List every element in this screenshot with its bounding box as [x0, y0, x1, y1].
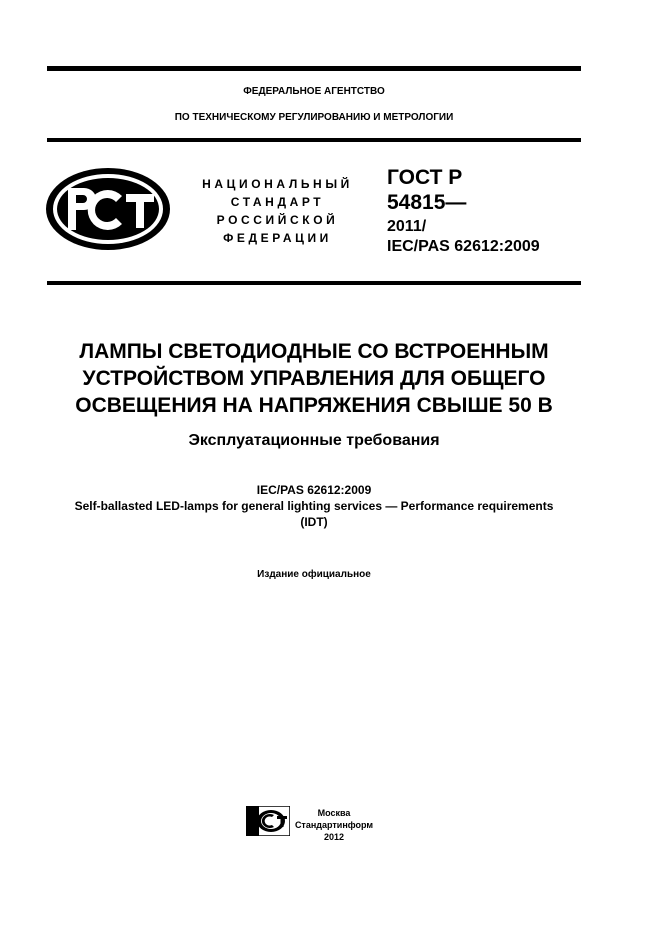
top-rule: [47, 66, 581, 71]
iec-equivalence: (IDT): [300, 515, 328, 529]
bottom-rule: [47, 281, 581, 285]
publication-year: 2012: [323, 832, 345, 842]
document-title-line2: УСТРОЙСТВОМ УПРАВЛЕНИЯ ДЛЯ ОБЩЕГО: [82, 367, 546, 390]
agency-name-line1: ФЕДЕРАЛЬНОЕ АГЕНТСТВО: [243, 86, 385, 97]
national-standard-line3: РОССИЙСКОЙ: [216, 213, 339, 227]
rst-emblem-icon: [44, 166, 172, 252]
standartinform-logo-icon: [246, 806, 290, 836]
designation-line3: 2011/: [387, 218, 427, 235]
iec-english-title: Self-ballasted LED-lamps for general lighting services — Performance requirements: [74, 499, 554, 513]
agency-name-line2: ПО ТЕХНИЧЕСКОМУ РЕГУЛИРОВАНИЮ И МЕТРОЛОГИИ: [174, 112, 454, 123]
national-standard-line2: СТАНДАРТ: [230, 195, 325, 209]
document-title-line3: ОСВЕЩЕНИЯ НА НАПРЯЖЕНИЯ СВЫШЕ 50 В: [75, 394, 553, 417]
edition-note: Издание официальное: [257, 569, 371, 580]
publisher-name: Стандартинформ: [294, 820, 374, 830]
middle-rule: [47, 138, 581, 142]
designation-line2: 54815—: [387, 191, 467, 214]
national-standard-line1: НАЦИОНАЛЬНЫЙ: [202, 177, 353, 191]
publisher-city: Москва: [317, 808, 351, 818]
designation-line1: ГОСТ Р: [387, 166, 463, 189]
document-title-line1: ЛАМПЫ СВЕТОДИОДНЫЕ СО ВСТРОЕННЫМ: [79, 340, 549, 363]
designation-line4: IEC/PAS 62612:2009: [387, 238, 540, 255]
iec-code: IEC/PAS 62612:2009: [256, 483, 372, 497]
national-standard-line4: ФЕДЕРАЦИИ: [223, 231, 332, 245]
document-subtitle: Эксплуатационные требования: [188, 432, 440, 449]
